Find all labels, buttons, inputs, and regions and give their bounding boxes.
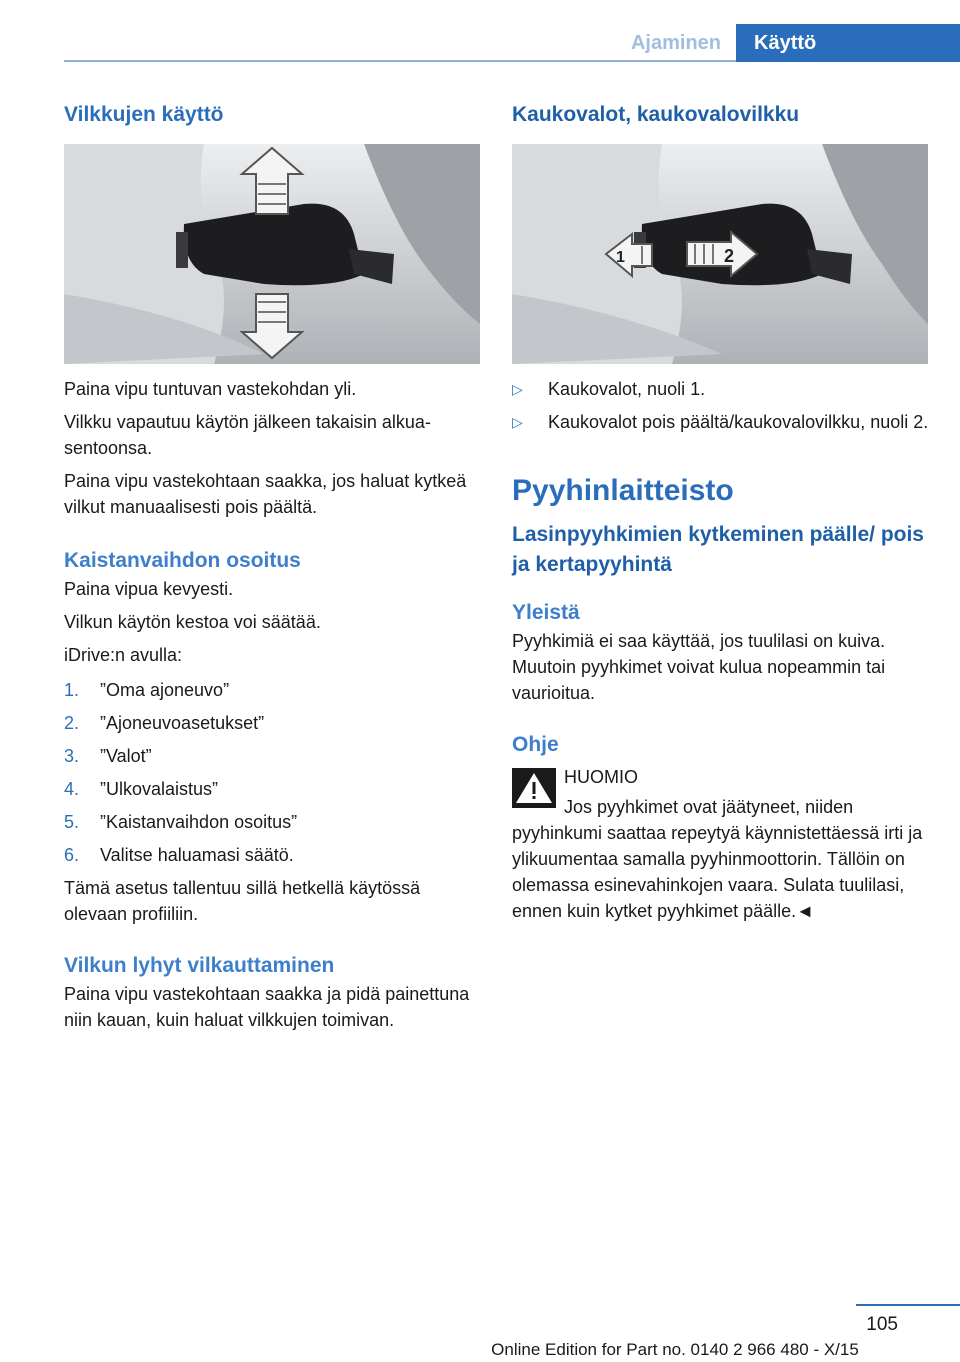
subheading-lane-change: Kaistanvaihdon osoitus xyxy=(64,549,301,572)
turn-signal-lever-image xyxy=(64,144,480,364)
heading-turn-signals: Vilkkujen käyttö xyxy=(64,103,224,126)
list-item: 4. ”Ulkovalaistus” xyxy=(64,779,219,799)
section-wipers: Pyyhinlaitteisto xyxy=(512,474,734,507)
tab-ajaminen[interactable]: Ajaminen xyxy=(630,32,722,54)
para-profile: Tämä asetus tallentuu sillä hetkellä käytössä olevaan profiiliin. xyxy=(64,878,421,924)
right-column xyxy=(512,100,930,924)
subheading-short-flash: Vilkun lyhyt vilkauttaminen xyxy=(64,954,335,977)
para-press-lightly: Paina vipua kevyesti. xyxy=(64,579,234,599)
arrow-label-2: 2 xyxy=(724,246,735,266)
subheading-general: Yleistä xyxy=(512,601,580,624)
list-item: 6. Valitse haluamasi säätö. xyxy=(64,845,294,865)
footer-rule xyxy=(856,1304,960,1306)
list-item: 1. ”Oma ajoneuvo” xyxy=(64,680,230,700)
idrive-steps-list xyxy=(64,677,482,868)
para-manual-off: Paina vipu vastekohtaan saakka, jos haluat kytkeä vilkut manuaalisesti pois päältä. xyxy=(64,471,467,517)
list-item: 3. ”Valot” xyxy=(64,746,152,766)
warning-block xyxy=(512,764,930,790)
list-item: 5. ”Kaistanvaihdon osoitus” xyxy=(64,812,298,832)
high-beam-list xyxy=(512,376,930,435)
para-press-lever: Paina vipu tuntuvan vastekohdan yli. xyxy=(64,379,357,399)
list-item: 2. ”Ajoneuvoasetukset” xyxy=(64,713,265,733)
heading-high-beam: Kaukovalot, kaukovalovilkku xyxy=(512,103,800,126)
edition-footer: Online Edition for Part no. 0140 2 966 480 - X/15 xyxy=(491,1340,859,1359)
warning-triangle-icon xyxy=(512,768,556,808)
para-idrive: iDrive:n avulla: xyxy=(64,645,183,665)
para-dry-windshield: Pyyhkimiä ei saa käyttää, jos tuulilasi on kuiva. Muutoin pyyhkimet voivat kulua nopeammin tai vaurioitua. xyxy=(512,631,886,703)
list-item: ▷ Kaukovalot, nuoli 1. xyxy=(512,379,706,399)
page-number: 105 xyxy=(866,1314,898,1335)
para-signal-returns: Vilkku vapautuu käytön jälkeen takaisin alkuasentoonsa. xyxy=(64,412,431,458)
tab-kaytto[interactable]: Käyttö xyxy=(736,24,960,62)
warning-title: HUOMIO xyxy=(564,767,638,787)
high-beam-lever-image xyxy=(512,144,928,364)
arrow-label-1: 1 xyxy=(616,249,625,266)
para-duration: Vilkun käytön kestoa voi säätää. xyxy=(64,612,321,632)
subheading-note: Ohje xyxy=(512,733,559,756)
left-column xyxy=(64,100,482,1033)
para-hold-lever: Paina vipu vastekohtaan saakka ja pidä painettuna niin kauan, kuin haluat vilkkujen toimivan. xyxy=(64,984,470,1030)
heading-wiper-switch: Lasinpyyhkimien kytkeminen päälle/ pois ja kertapyyhintä xyxy=(512,523,924,576)
warning-text: Jos pyyhkimet ovat jäätyneet, niiden pyyhinkumi saattaa repeytyä käynnistettäessä irti ja ylikuumentaa samalla pyyhinmoottorin. Tällöin on olemassa esinevahinkojen vaara. Sulata tuulilasi, ennen kuin kytket pyyhkimet päälle.◄ xyxy=(512,797,923,921)
list-item: ▷ Kaukovalot pois päältä/kaukovalovilkku, nuoli 2. xyxy=(512,412,929,432)
